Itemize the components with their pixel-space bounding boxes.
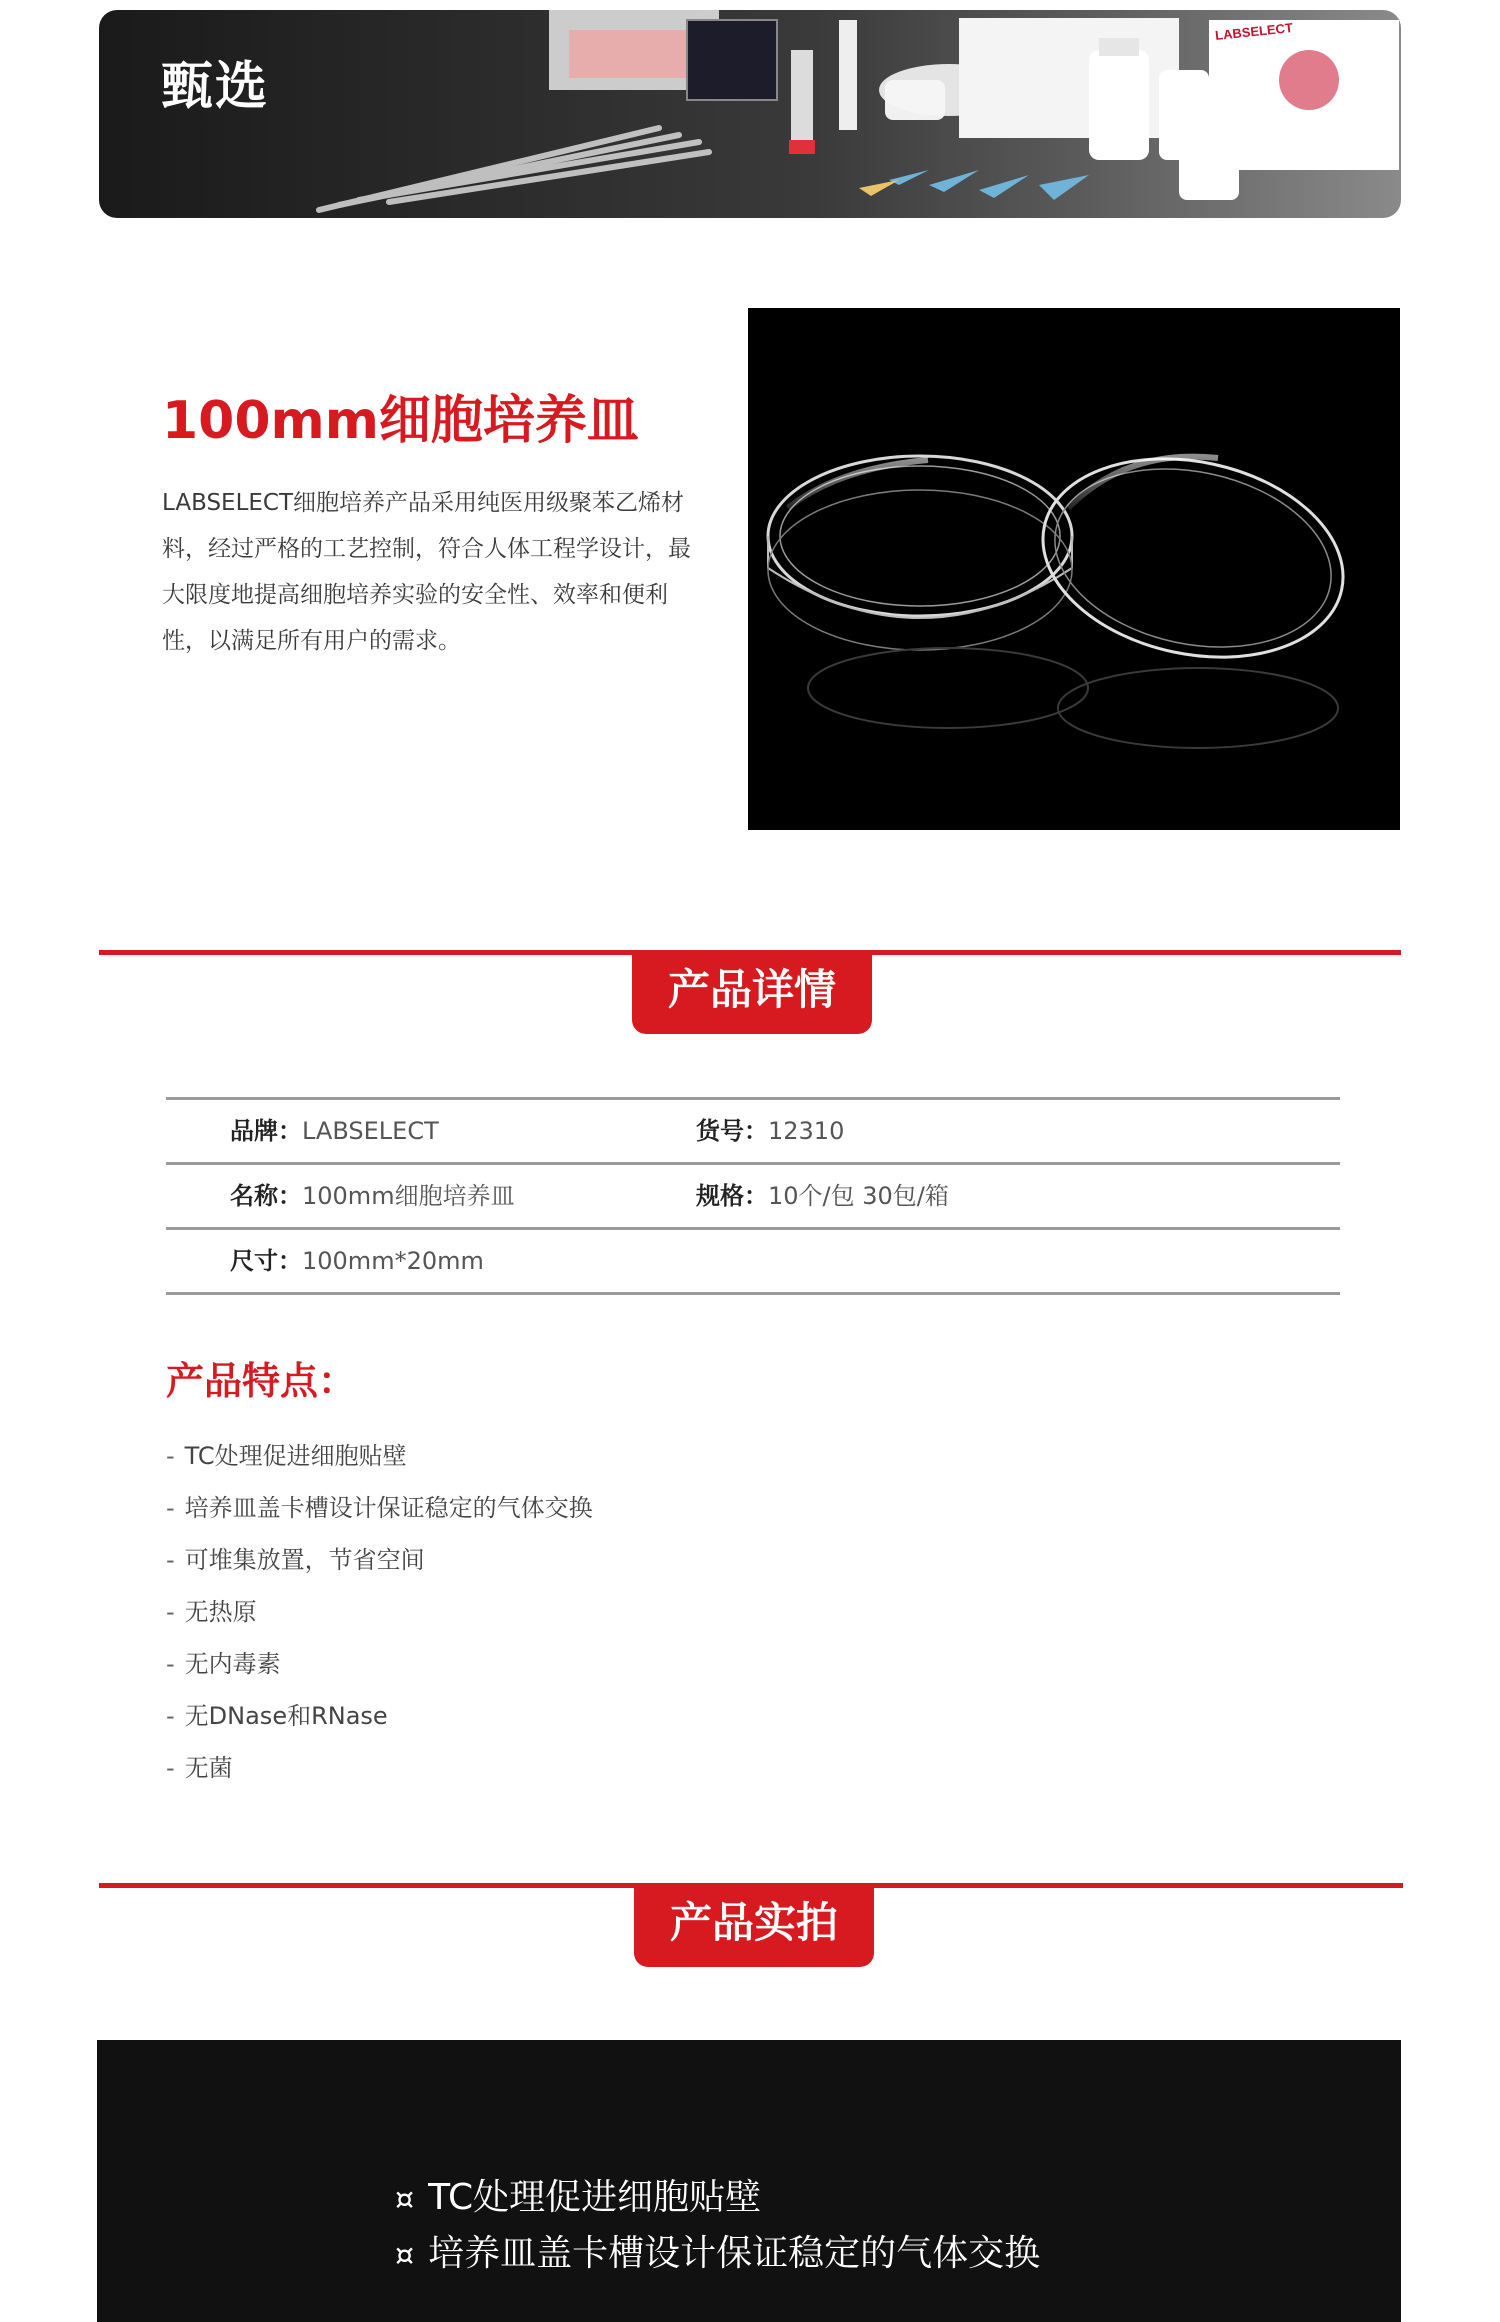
pipette-bundle (319, 128, 709, 210)
petri-dish-illustration (748, 308, 1400, 830)
highlight-text: TC处理促进细胞贴壁 (428, 2177, 762, 2218)
dash-marker: - (166, 1546, 175, 1574)
list-item (166, 1534, 593, 1586)
list-item (166, 1690, 593, 1742)
dash-marker: - (166, 1650, 175, 1678)
spec-table (166, 1097, 1340, 1295)
dash-marker: - (166, 1442, 175, 1470)
sku-cell (696, 1100, 844, 1162)
sku-label: 货号： (696, 1117, 768, 1145)
pack-label: 规格： (696, 1182, 768, 1210)
brand-logo-text: 甄选 (161, 57, 270, 117)
list-item (166, 1742, 593, 1794)
feature-text: 可堆集放置，节省空间 (184, 1546, 425, 1574)
size-cell (230, 1230, 484, 1292)
petri-dish-photo (748, 308, 1400, 830)
list-item (166, 1638, 593, 1690)
reagent-box (687, 20, 777, 100)
bullet-marker: ¤ (395, 2238, 415, 2273)
photo-highlights-panel (97, 2040, 1401, 2322)
brand-value: LABSELECT (302, 1117, 439, 1145)
list-item (395, 2226, 1040, 2282)
name-value: 100mm细胞培养皿 (302, 1182, 515, 1210)
highlight-text: 培养皿盖卡槽设计保证稳定的气体交换 (428, 2233, 1041, 2274)
dash-marker: - (166, 1702, 175, 1730)
sku-value: 12310 (768, 1117, 845, 1145)
table-row (166, 1165, 1340, 1230)
brand-cell (230, 1100, 439, 1162)
features-title: 产品特点： (166, 1359, 357, 1403)
size-value: 100mm*20mm (302, 1247, 484, 1275)
feature-text: 无热原 (184, 1598, 257, 1626)
feature-text: TC处理促进细胞贴壁 (184, 1442, 407, 1470)
list-item (166, 1430, 593, 1482)
tab-product-details: 产品详情 (632, 950, 872, 1034)
pack-cell (696, 1165, 949, 1227)
tab-product-photos: 产品实拍 (634, 1883, 874, 1967)
product-description: LABSELECT细胞培养产品采用纯医用级聚苯乙烯材料，经过严格的工艺控制，符合人体工程学设计，最大限度地提高细胞培养实验的安全性、效率和便利性，以满足所有用户的需求。 (162, 490, 691, 654)
list-item (395, 2170, 1040, 2226)
bullet-marker: ¤ (395, 2182, 415, 2217)
feature-text: 培养皿盖卡槽设计保证稳定的气体交换 (184, 1494, 593, 1522)
size-label: 尺寸： (230, 1247, 302, 1275)
highlights-list (395, 2170, 1040, 2282)
list-item (166, 1482, 593, 1534)
features-list (166, 1430, 593, 1794)
pack-value: 10个/包 30包/箱 (768, 1182, 949, 1210)
brand-label: 品牌： (230, 1117, 302, 1145)
table-row (166, 1230, 1340, 1295)
blue-tips (889, 170, 1089, 200)
kit-box-label: LABSELECT (1214, 19, 1294, 44)
dash-marker: - (166, 1754, 175, 1782)
lab-products-illustration (99, 10, 1401, 218)
feature-text: 无DNase和RNase (184, 1702, 388, 1730)
dash-marker: - (166, 1598, 175, 1626)
feature-text: 无菌 (184, 1754, 233, 1782)
table-row (166, 1100, 1340, 1165)
name-label: 名称： (230, 1182, 302, 1210)
brand-banner (99, 10, 1401, 218)
name-cell (230, 1165, 515, 1227)
centrifuge-tube (791, 50, 813, 150)
dash-marker: - (166, 1494, 175, 1522)
feature-text: 无内毒素 (184, 1650, 281, 1678)
list-item (166, 1586, 593, 1638)
product-title: 100mm细胞培养皿 (162, 391, 639, 451)
